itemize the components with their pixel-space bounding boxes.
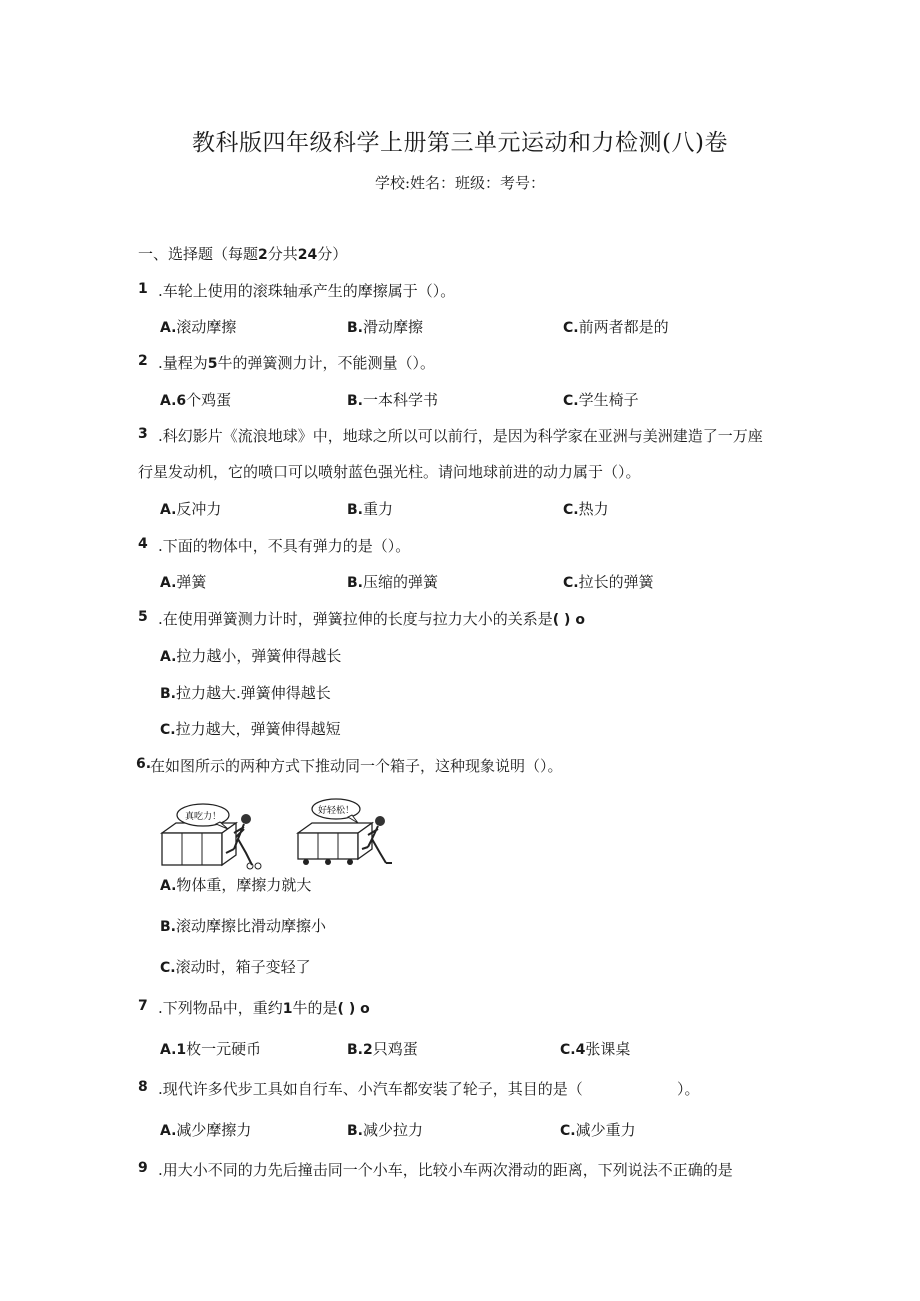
option-text: 减少摩擦力	[176, 1121, 252, 1139]
option-key: A.1	[160, 1042, 187, 1058]
question-text-part: .量程为	[158, 354, 208, 372]
option-text: 减少拉力	[363, 1121, 424, 1139]
option-text: 前两者都是的	[578, 318, 669, 336]
question-number-value: 5	[207, 356, 218, 372]
option-key: B.	[347, 575, 363, 591]
option-c[interactable]	[160, 956, 311, 977]
question-number: 4	[138, 536, 148, 552]
option-key: B.	[160, 686, 176, 702]
question-text-part: .下列物品中，重约	[158, 999, 283, 1017]
option-text: 滑动摩擦	[363, 318, 424, 336]
student-info-line: 学校:姓名：班级：考号：	[374, 174, 546, 192]
option-c[interactable]	[563, 389, 639, 410]
option-text: 拉长的弹簧	[578, 573, 654, 591]
option-a[interactable]	[160, 645, 341, 666]
option-key: A.	[160, 320, 177, 336]
question-text-part: 牛的弹簧测力计，不能测量（）。	[217, 354, 436, 372]
option-a[interactable]	[160, 1119, 251, 1140]
question-text: .现代许多代步工具如自行车、小汽车都安装了轮子，其目的是（	[158, 1080, 583, 1098]
option-key: A.	[160, 878, 177, 894]
option-a[interactable]	[160, 316, 236, 337]
option-b[interactable]	[347, 1038, 418, 1059]
option-key: C.	[563, 575, 579, 591]
option-key: A.	[160, 502, 177, 518]
option-text: 枚一元硬币	[186, 1040, 262, 1058]
option-c[interactable]	[563, 498, 609, 519]
option-text: 个鸡蛋	[186, 391, 232, 409]
option-key: A.	[160, 649, 177, 665]
option-key: B.2	[347, 1042, 373, 1058]
option-c[interactable]	[560, 1038, 630, 1059]
option-c[interactable]	[160, 718, 341, 739]
question-text-part: .在使用弹簧测力计时，弹簧拉伸的长度与拉力大小的关系是	[158, 610, 553, 628]
option-key: B.	[347, 502, 363, 518]
question-number: 1	[138, 281, 148, 297]
option-key: A.	[160, 575, 177, 591]
option-a[interactable]	[160, 1038, 261, 1059]
option-text: 拉力越小，弹簧伸得越长	[176, 647, 342, 665]
option-a[interactable]	[160, 874, 311, 895]
option-key: C.	[563, 502, 579, 518]
option-c[interactable]	[563, 316, 669, 337]
option-b[interactable]	[347, 1119, 423, 1140]
question-text-part: 牛的是	[292, 999, 338, 1017]
option-a[interactable]	[160, 571, 206, 592]
option-text: 学生椅子	[578, 391, 639, 409]
question-text	[158, 997, 370, 1018]
question-number: 8	[138, 1079, 148, 1095]
option-a[interactable]	[160, 389, 231, 410]
page-title: 教科版四年级科学上册第三单元运动和力检测(八)卷	[192, 130, 728, 156]
option-b[interactable]	[347, 316, 423, 337]
option-key: B.	[347, 393, 363, 409]
question-text: 在如图所示的两种方式下推动同一个箱子，这种现象说明（）。	[150, 757, 563, 775]
option-text: 滚动时，箱子变轻了	[175, 958, 311, 976]
pushing-box-illustration	[158, 793, 408, 873]
option-text: 热力	[578, 500, 609, 518]
option-text: 反冲力	[176, 500, 222, 518]
option-text: 拉力越大，弹簧伸得越短	[175, 720, 341, 738]
option-text: 重力	[363, 500, 394, 518]
question-number: 2	[138, 353, 148, 369]
option-key: B.	[347, 320, 363, 336]
option-text: 压缩的弹簧	[363, 573, 439, 591]
section-heading-suffix: 分）	[317, 245, 348, 263]
option-text: 弹簧	[176, 573, 207, 591]
question-number: 6.	[136, 756, 152, 772]
speech-bubble-text: 好轻松！	[317, 806, 355, 816]
option-key: C.4	[560, 1042, 586, 1058]
question-number: 5	[138, 609, 148, 625]
option-b[interactable]	[160, 682, 331, 703]
question-text: .下面的物体中，不具有弹力的是（）。	[158, 537, 411, 555]
option-text: 只鸡蛋	[372, 1040, 418, 1058]
option-text: 滚动摩擦	[176, 318, 237, 336]
question-text	[158, 352, 435, 373]
option-key: C.	[160, 960, 176, 976]
option-key: B.	[160, 919, 176, 935]
option-text: 物体重，摩擦力就大	[176, 876, 312, 894]
option-b[interactable]	[347, 389, 438, 410]
option-c[interactable]	[563, 571, 654, 592]
option-b[interactable]	[347, 498, 393, 519]
option-key: C.	[560, 1123, 576, 1139]
sliding-box-scene	[162, 804, 261, 869]
section-heading-mid: 分共	[267, 245, 298, 263]
section-heading-prefix: 一、选择题（每题	[138, 245, 259, 263]
question-text: .车轮上使用的滚珠轴承产生的摩擦属于（）。	[158, 282, 456, 300]
question-number: 3	[138, 426, 148, 442]
question-text	[158, 608, 585, 629]
question-text-close: ）。	[677, 1080, 700, 1098]
question-number-value: 1	[282, 1001, 293, 1017]
option-c[interactable]	[560, 1119, 636, 1140]
option-text: 滚动摩擦比滑动摩擦小	[176, 917, 327, 935]
option-text: 拉力越大.弹簧伸得越长	[176, 684, 331, 702]
option-key: C.	[160, 722, 176, 738]
question-text: .用大小不同的力先后撞击同一个小车，比较小车两次滑动的距离，下列说法不正确的是	[158, 1161, 733, 1179]
option-text: 张课桌	[585, 1040, 631, 1058]
option-b[interactable]	[347, 571, 438, 592]
illustration-svg	[158, 793, 408, 873]
option-text: 减少重力	[575, 1121, 636, 1139]
option-key: A.6	[160, 393, 187, 409]
section-points-each: 2	[258, 247, 268, 263]
question-answer-blank: ( ) o	[337, 1001, 370, 1017]
speech-bubble-text: 真吃力！	[184, 812, 222, 822]
option-key: C.	[563, 393, 579, 409]
section-points-total: 24	[297, 247, 318, 263]
rolling-box-scene	[298, 799, 392, 865]
option-key: A.	[160, 1123, 177, 1139]
question-number: 9	[138, 1160, 148, 1176]
option-b[interactable]	[160, 915, 326, 936]
question-number: 7	[138, 998, 148, 1014]
question-text-line-1: .科幻影片《流浪地球》中，地球之所以可以前行，是因为科学家在亚洲与美洲建造了一万座	[158, 427, 763, 445]
section-heading	[138, 243, 347, 264]
option-key: C.	[563, 320, 579, 336]
question-text-line-2: 行星发动机，它的喷口可以喷射蓝色强光柱。请问地球前进的动力属于（）。	[138, 463, 641, 481]
option-a[interactable]	[160, 498, 221, 519]
option-text: 一本科学书	[363, 391, 439, 409]
option-key: B.	[347, 1123, 363, 1139]
question-answer-blank: ( ) o	[552, 612, 585, 628]
